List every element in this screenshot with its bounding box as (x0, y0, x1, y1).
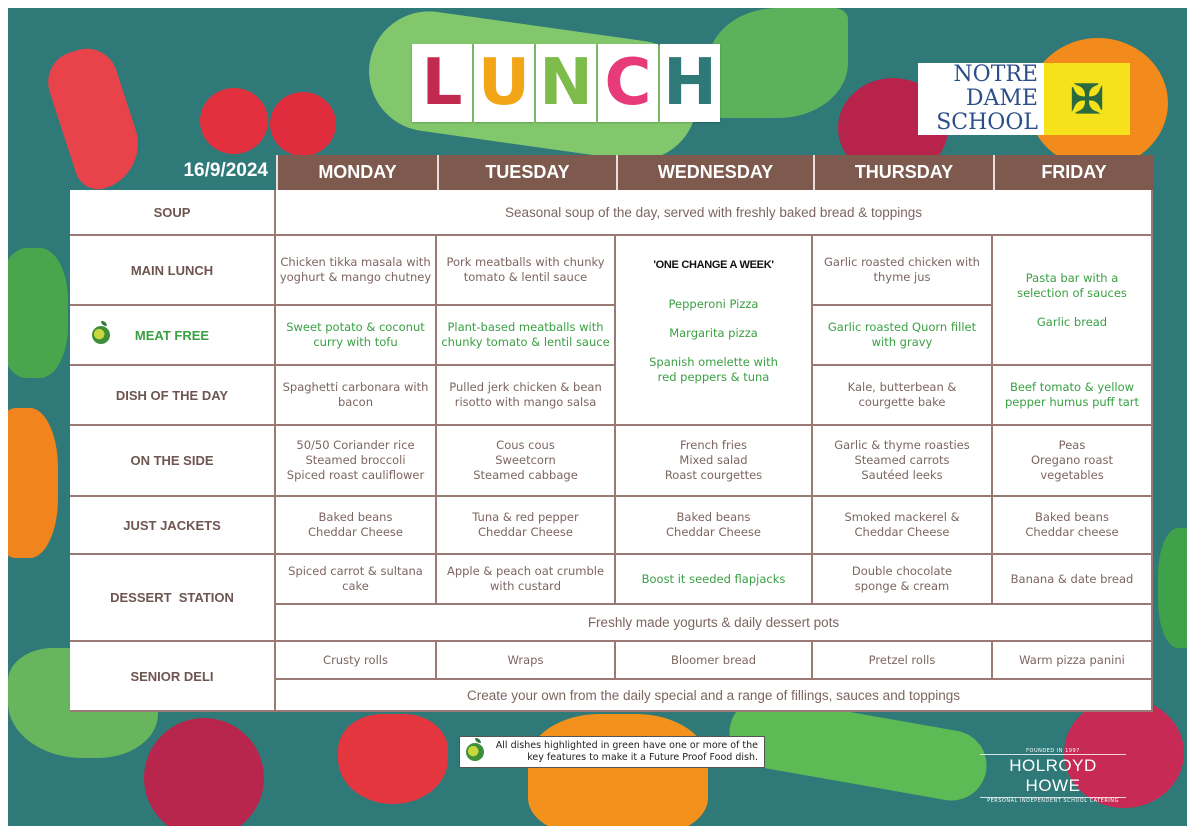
future-proof-apple-icon (92, 326, 110, 344)
title-letter: C (598, 44, 658, 122)
side-item: Steamed broccoli (305, 453, 406, 467)
header-friday: FRIDAY (993, 155, 1153, 190)
caterer-founded: FOUNDED IN 1997 (1026, 748, 1080, 754)
wednesday-special-item: Margarita pizza (669, 326, 758, 340)
side-item: Steamed carrots (854, 453, 950, 467)
row-label-on-the-side: ON THE SIDE (70, 426, 276, 497)
side-item: Sweetcorn (495, 453, 556, 467)
side-item: vegetables (1040, 468, 1104, 482)
meat-free-monday: Sweet potato & coconut curry with tofu (276, 306, 437, 366)
side-monday (276, 426, 437, 497)
future-proof-apple-icon (466, 743, 484, 761)
side-item: Oregano roast (1031, 453, 1113, 467)
meat-free-tuesday: Plant-based meatballs with chunky tomato & lentil sauce (437, 306, 616, 366)
school-logo (918, 63, 1130, 135)
menu-date: 16/9/2024 (183, 160, 268, 181)
dish-text: Kale, butterbean & courgette bake (847, 380, 957, 409)
school-name (918, 63, 1044, 135)
holroyd-howe-logo (980, 748, 1126, 804)
caterer-tagline: PERSONAL INDEPENDENT SCHOOL CATERING (987, 798, 1119, 804)
row-label-meat-free (70, 306, 276, 366)
jacket-item: Baked beans (676, 510, 751, 524)
header-thursday: THURSDAY (813, 155, 993, 190)
side-item: Steamed cabbage (473, 468, 578, 482)
deli-wednesday: Bloomer bread (616, 642, 813, 680)
header-wednesday: WEDNESDAY (616, 155, 813, 190)
title-letter: N (536, 44, 596, 122)
beetroot-illustration (144, 718, 264, 826)
pepper-illustration (8, 408, 58, 558)
dessert-monday: Spiced carrot & sultana cake (276, 555, 437, 605)
meat-free-thursday: Garlic roasted Quorn fillet with gravy (813, 306, 993, 366)
main-lunch-monday: Chicken tikka masala with yoghurt & mango chutney (276, 236, 437, 306)
caterer-name: HOLROYD HOWE (980, 754, 1126, 798)
side-wednesday (616, 426, 813, 497)
row-label-soup: SOUP (70, 190, 276, 236)
side-thursday (813, 426, 993, 497)
strawberry-illustration (338, 714, 448, 804)
side-item: Mixed salad (679, 453, 748, 467)
side-item: Roast courgettes (664, 468, 763, 482)
deli-all-week: Create your own from the daily special and a range of fillings, sauces and toppings (276, 680, 1153, 712)
wednesday-special-item: Spanish omelette with red peppers & tuna (649, 355, 778, 384)
jackets-wednesday (616, 497, 813, 555)
dish-of-day-monday: Spaghetti carbonara with bacon (276, 366, 437, 426)
leaves-illustration (8, 248, 68, 378)
jacket-item: Baked beans (318, 510, 393, 524)
jackets-monday (276, 497, 437, 555)
school-crest-icon: ✠ (1044, 63, 1130, 135)
main-lunch-tuesday: Pork meatballs with chunky tomato & lentil sauce (437, 236, 616, 306)
lunch-title (412, 44, 720, 130)
side-item: Cous cous (496, 438, 555, 452)
title-letter: L (412, 44, 472, 122)
dish-of-day-tuesday: Pulled jerk chicken & bean risotto with mango salsa (437, 366, 616, 426)
row-label-text: MEAT FREE (134, 327, 210, 343)
dish-of-day-friday: Beef tomato & yellow pepper humus puff tart (993, 366, 1153, 426)
side-item: Spiced roast cauliflower (286, 468, 425, 482)
dessert-text: Double chocolate sponge & cream (851, 564, 953, 593)
row-label-just-jackets: JUST JACKETS (70, 497, 276, 555)
deli-thursday: Pretzel rolls (813, 642, 993, 680)
dessert-wednesday: Boost it seeded flapjacks (616, 555, 813, 605)
jacket-item: Cheddar Cheese (478, 525, 573, 539)
jacket-item: Cheddar Cheese (854, 525, 950, 539)
side-item: French fries (680, 438, 747, 452)
side-tuesday (437, 426, 616, 497)
wednesday-special-item: Pepperoni Pizza (668, 297, 759, 311)
pepper-illustration (528, 714, 708, 826)
deli-monday: Crusty rolls (276, 642, 437, 680)
jacket-item: Baked beans (1035, 510, 1109, 524)
leaf-illustration (708, 8, 848, 118)
friday-main-item: Pasta bar with a selection of sauces (1017, 270, 1127, 300)
jackets-friday (993, 497, 1153, 555)
dessert-all-week: Freshly made yogurts & daily dessert pots (276, 605, 1153, 642)
header-monday: MONDAY (276, 155, 437, 190)
one-change-heading: 'ONE CHANGE A WEEK' (653, 259, 774, 271)
jacket-item: Cheddar cheese (1025, 525, 1119, 539)
note-text: All dishes highlighted in green have one or more of the key features to make it a Future Proof Food dish. (495, 740, 758, 763)
jacket-item: Smoked mackerel & (844, 510, 960, 524)
row-label-main-lunch: MAIN LUNCH (70, 236, 276, 306)
school-name-line: DAME (965, 86, 1038, 111)
header-tuesday: TUESDAY (437, 155, 616, 190)
jackets-thursday (813, 497, 993, 555)
side-friday (993, 426, 1153, 497)
side-item: 50/50 Coriander rice (296, 438, 415, 452)
title-letter: U (474, 44, 534, 122)
cherry-illustration (270, 92, 336, 156)
soup-all-week: Seasonal soup of the day, served with freshly baked bread & toppings (276, 190, 1153, 236)
dessert-friday: Banana & date bread (993, 555, 1153, 605)
deli-friday: Warm pizza panini (993, 642, 1153, 680)
school-name-line: NOTRE (953, 62, 1038, 87)
dessert-tuesday: Apple & peach oat crumble with custard (437, 555, 616, 605)
row-label-dish-of-the-day: DISH OF THE DAY (70, 366, 276, 426)
wednesday-one-change-a-week (616, 236, 813, 426)
jacket-item: Tuna & red pepper (472, 510, 579, 524)
friday-main-item: Garlic bread (1036, 314, 1108, 329)
side-item: Garlic & thyme roasties (834, 438, 970, 452)
row-label-dessert-station: DESSERT STATION (70, 555, 276, 642)
leaves-illustration (1158, 528, 1187, 648)
dish-of-day-thursday (813, 366, 993, 426)
friday-main (993, 236, 1153, 366)
school-name-line: SCHOOL (936, 110, 1038, 135)
jacket-item: Cheddar Cheese (666, 525, 761, 539)
future-proof-food-note (459, 736, 765, 768)
main-lunch-thursday: Garlic roasted chicken with thyme jus (813, 236, 993, 306)
dessert-thursday (813, 555, 993, 605)
side-item: Peas (1058, 438, 1086, 452)
deli-tuesday: Wraps (437, 642, 616, 680)
title-letter: H (660, 44, 720, 122)
chilli-illustration (40, 41, 150, 196)
jacket-item: Cheddar Cheese (308, 525, 403, 539)
cherry-illustration (200, 88, 268, 154)
jackets-tuesday (437, 497, 616, 555)
side-item: Sautéed leeks (861, 468, 943, 482)
row-label-senior-deli: SENIOR DELI (70, 642, 276, 712)
